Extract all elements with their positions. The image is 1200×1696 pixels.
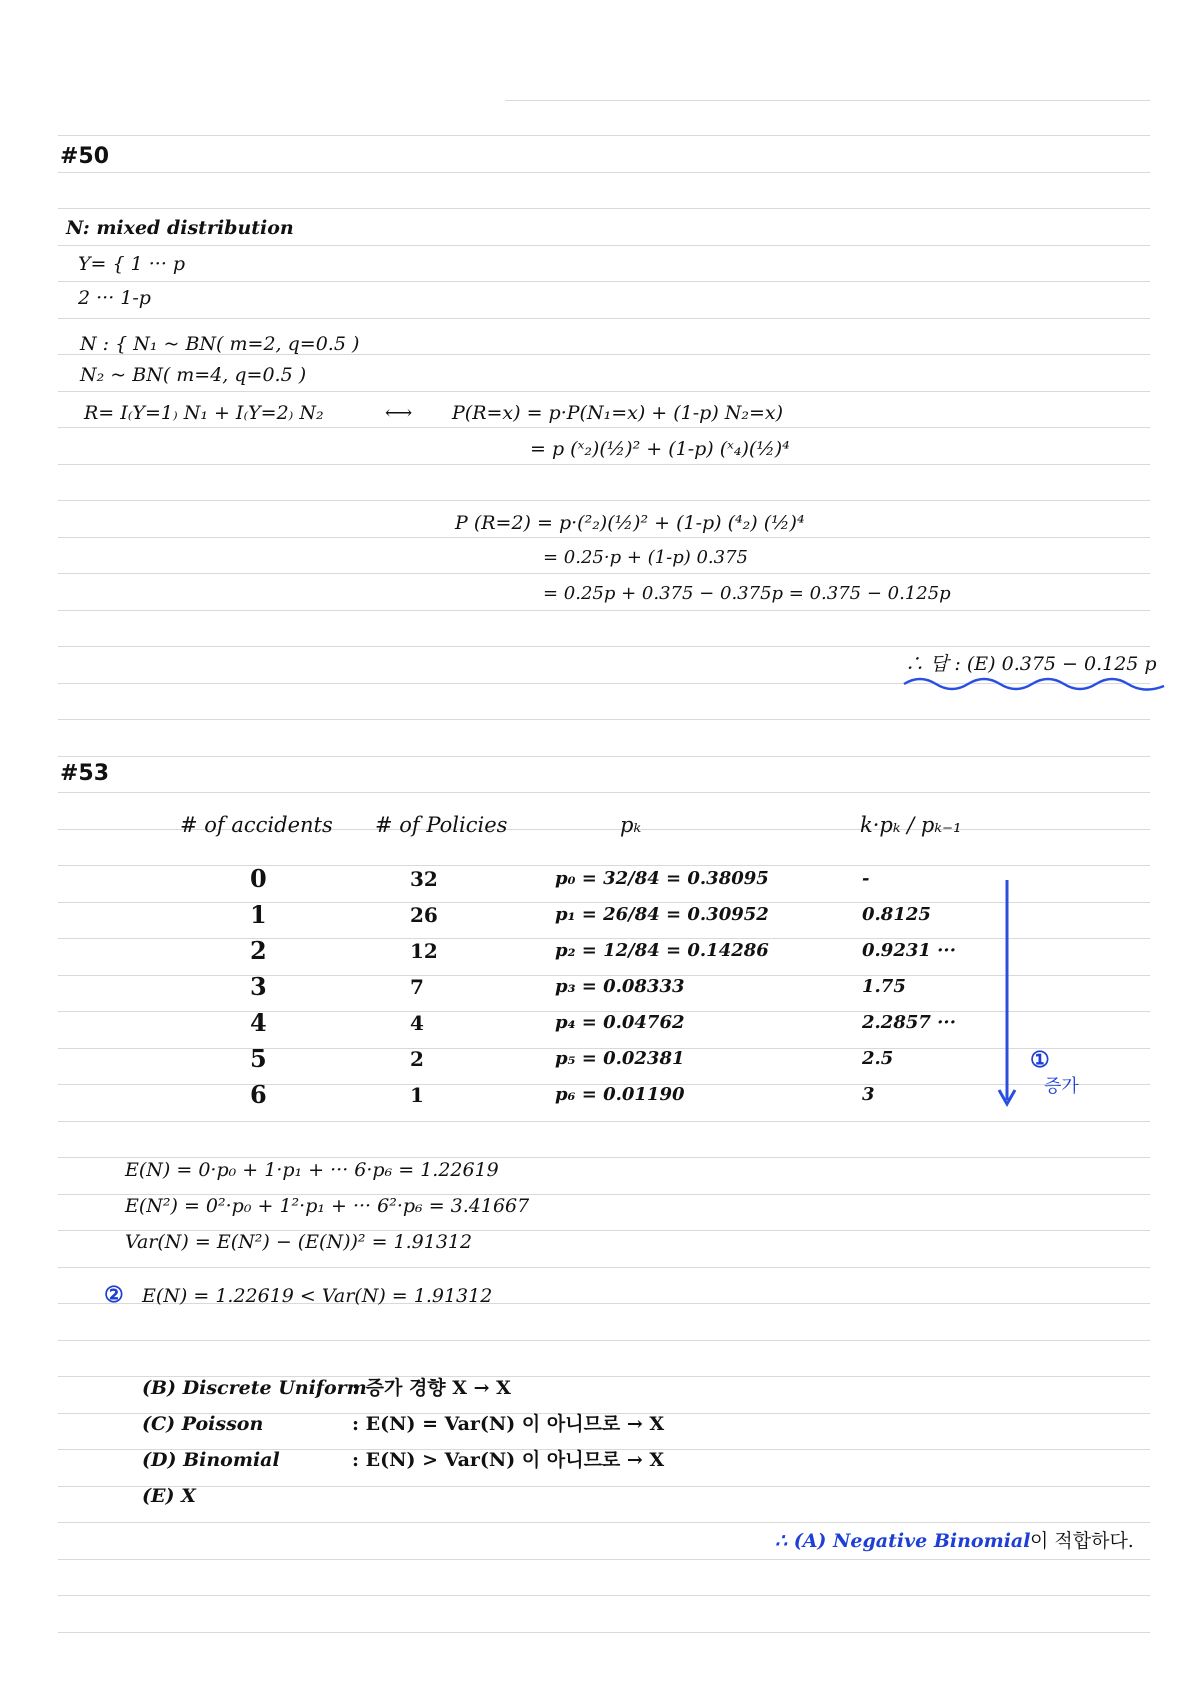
ruled-line (58, 1595, 1150, 1596)
option-reason: : E(N) = Var(N) 이 아니므로 → X (352, 1413, 665, 1435)
cell-pk: p₀ = 32/84 = 0.38095 (555, 868, 769, 889)
cell-ratio: 2.5 (862, 1048, 894, 1069)
ruled-line (58, 756, 1150, 757)
ruled-line (58, 245, 1150, 246)
ruled-line (58, 646, 1150, 647)
ruled-line (58, 537, 1150, 538)
option-label: (B) Discrete Uniform (142, 1377, 367, 1399)
cell-pk: p₆ = 0.01190 (555, 1084, 685, 1105)
ruled-line (58, 500, 1150, 501)
ruled-line (58, 719, 1150, 720)
cell-policies: 4 (410, 1011, 424, 1035)
ruled-line (58, 1522, 1150, 1523)
ruled-line (58, 1340, 1150, 1341)
ruled-line (58, 281, 1150, 282)
note-1-text: 증가 (1044, 1076, 1079, 1097)
conclusion-answer: ∴ (A) Negative Binomial (775, 1530, 1031, 1552)
pr2-eq-2: = 0.25·p + (1-p) 0.375 (543, 547, 749, 568)
ruled-line (58, 1559, 1150, 1560)
ruled-line (58, 1486, 1150, 1487)
cell-policies: 26 (410, 903, 438, 927)
cell-pk: p₄ = 0.04762 (555, 1012, 685, 1033)
ruled-line (58, 208, 1150, 209)
conclusion-suffix: 이 적합하다. (1030, 1530, 1134, 1552)
cell-ratio: 3 (862, 1084, 875, 1105)
pr2-eq-3: = 0.25p + 0.375 − 0.375p = 0.375 − 0.125p (543, 583, 951, 604)
ruled-line (58, 172, 1150, 173)
note-2-marker: ② (104, 1282, 124, 1308)
cell-pk: p₂ = 12/84 = 0.14286 (555, 940, 769, 961)
cell-pk: p₃ = 0.08333 (555, 976, 685, 997)
option-reason: : E(N) > Var(N) 이 아니므로 → X (352, 1449, 665, 1471)
answer-50: ∴ 답 : (E) 0.375 − 0.125 p (905, 653, 1157, 675)
second-moment-line: E(N²) = 0²·p₀ + 1²·p₁ + ··· 6²·p₆ = 3.41667 (125, 1195, 530, 1217)
cell-ratio: 0.8125 (862, 904, 931, 925)
col-accidents-header: # of accidents (180, 813, 333, 837)
pmf-eq-1: P(R=x) = p·P(N₁=x) + (1-p) N₂=x) (452, 402, 784, 424)
pmf-eq-2: = p (ˣ₂)(½)² + (1-p) (ˣ₄)(½)⁴ (530, 438, 790, 460)
ruled-line (58, 1267, 1150, 1268)
ruled-line (58, 792, 1150, 793)
answer-50-underline (900, 672, 1170, 696)
n-def-line-2: N₂ ~ BN( m=4, q=0.5 ) (80, 364, 307, 386)
equivalence-arrow: ⟷ (385, 402, 413, 424)
option-label: (D) Binomial (142, 1449, 280, 1471)
ruled-line (58, 427, 1150, 428)
cell-accidents: 0 (250, 864, 267, 893)
cell-ratio: 0.9231 ··· (862, 940, 956, 961)
ruled-line (58, 1632, 1150, 1633)
cell-policies: 32 (410, 867, 438, 891)
col-ratio-header: k·pₖ / pₖ₋₁ (860, 813, 962, 837)
r-def-line: R= I₍Y=1₎ N₁ + I₍Y=2₎ N₂ (84, 402, 324, 424)
cell-policies: 12 (410, 939, 438, 963)
ruled-line (58, 573, 1150, 574)
cell-policies: 7 (410, 975, 424, 999)
cell-accidents: 5 (250, 1044, 267, 1073)
cell-policies: 1 (410, 1083, 424, 1107)
col-policies-header: # of Policies (375, 813, 508, 837)
note-1-marker: ① (1030, 1047, 1050, 1073)
ruled-line (505, 100, 1150, 101)
mixed-dist-line: N: mixed distribution (66, 217, 294, 239)
mean-variance-comparison: E(N) = 1.22619 < Var(N) = 1.91312 (142, 1285, 493, 1307)
ruled-line (58, 391, 1150, 392)
pr2-eq-1: P (R=2) = p·(²₂)(½)² + (1-p) (⁴₂) (½)⁴ (455, 512, 805, 534)
option-label: (E) X (142, 1485, 196, 1507)
cell-accidents: 6 (250, 1080, 267, 1109)
y-def-line-1: Y= { 1 ··· p (78, 253, 186, 275)
expectation-line: E(N) = 0·p₀ + 1·p₁ + ··· 6·p₆ = 1.22619 (125, 1159, 499, 1181)
cell-ratio: 1.75 (862, 976, 906, 997)
option-reason: : 증가 경향 X → X (352, 1377, 511, 1399)
problem-50-heading: #50 (60, 144, 110, 169)
col-pk-header: pₖ (620, 813, 642, 837)
cell-accidents: 1 (250, 900, 267, 929)
variance-line: Var(N) = E(N²) − (E(N))² = 1.91312 (125, 1231, 473, 1253)
cell-ratio: 2.2857 ··· (862, 1012, 956, 1033)
ruled-line (58, 464, 1150, 465)
ruled-line (58, 610, 1150, 611)
ruled-line (58, 1121, 1150, 1122)
cell-accidents: 2 (250, 936, 267, 965)
ruled-line (58, 318, 1150, 319)
n-def-line-1: N : { N₁ ~ BN( m=2, q=0.5 ) (80, 333, 360, 355)
cell-pk: p₅ = 0.02381 (555, 1048, 685, 1069)
y-def-line-2: 2 ··· 1-p (78, 287, 151, 309)
option-label: (C) Poisson (142, 1413, 264, 1435)
ruled-line (58, 135, 1150, 136)
cell-accidents: 4 (250, 1008, 267, 1037)
cell-pk: p₁ = 26/84 = 0.30952 (555, 904, 769, 925)
problem-53-heading: #53 (60, 761, 110, 786)
cell-accidents: 3 (250, 972, 267, 1001)
cell-ratio: - (862, 868, 870, 889)
increase-arrow (997, 878, 1017, 1108)
cell-policies: 2 (410, 1047, 424, 1071)
